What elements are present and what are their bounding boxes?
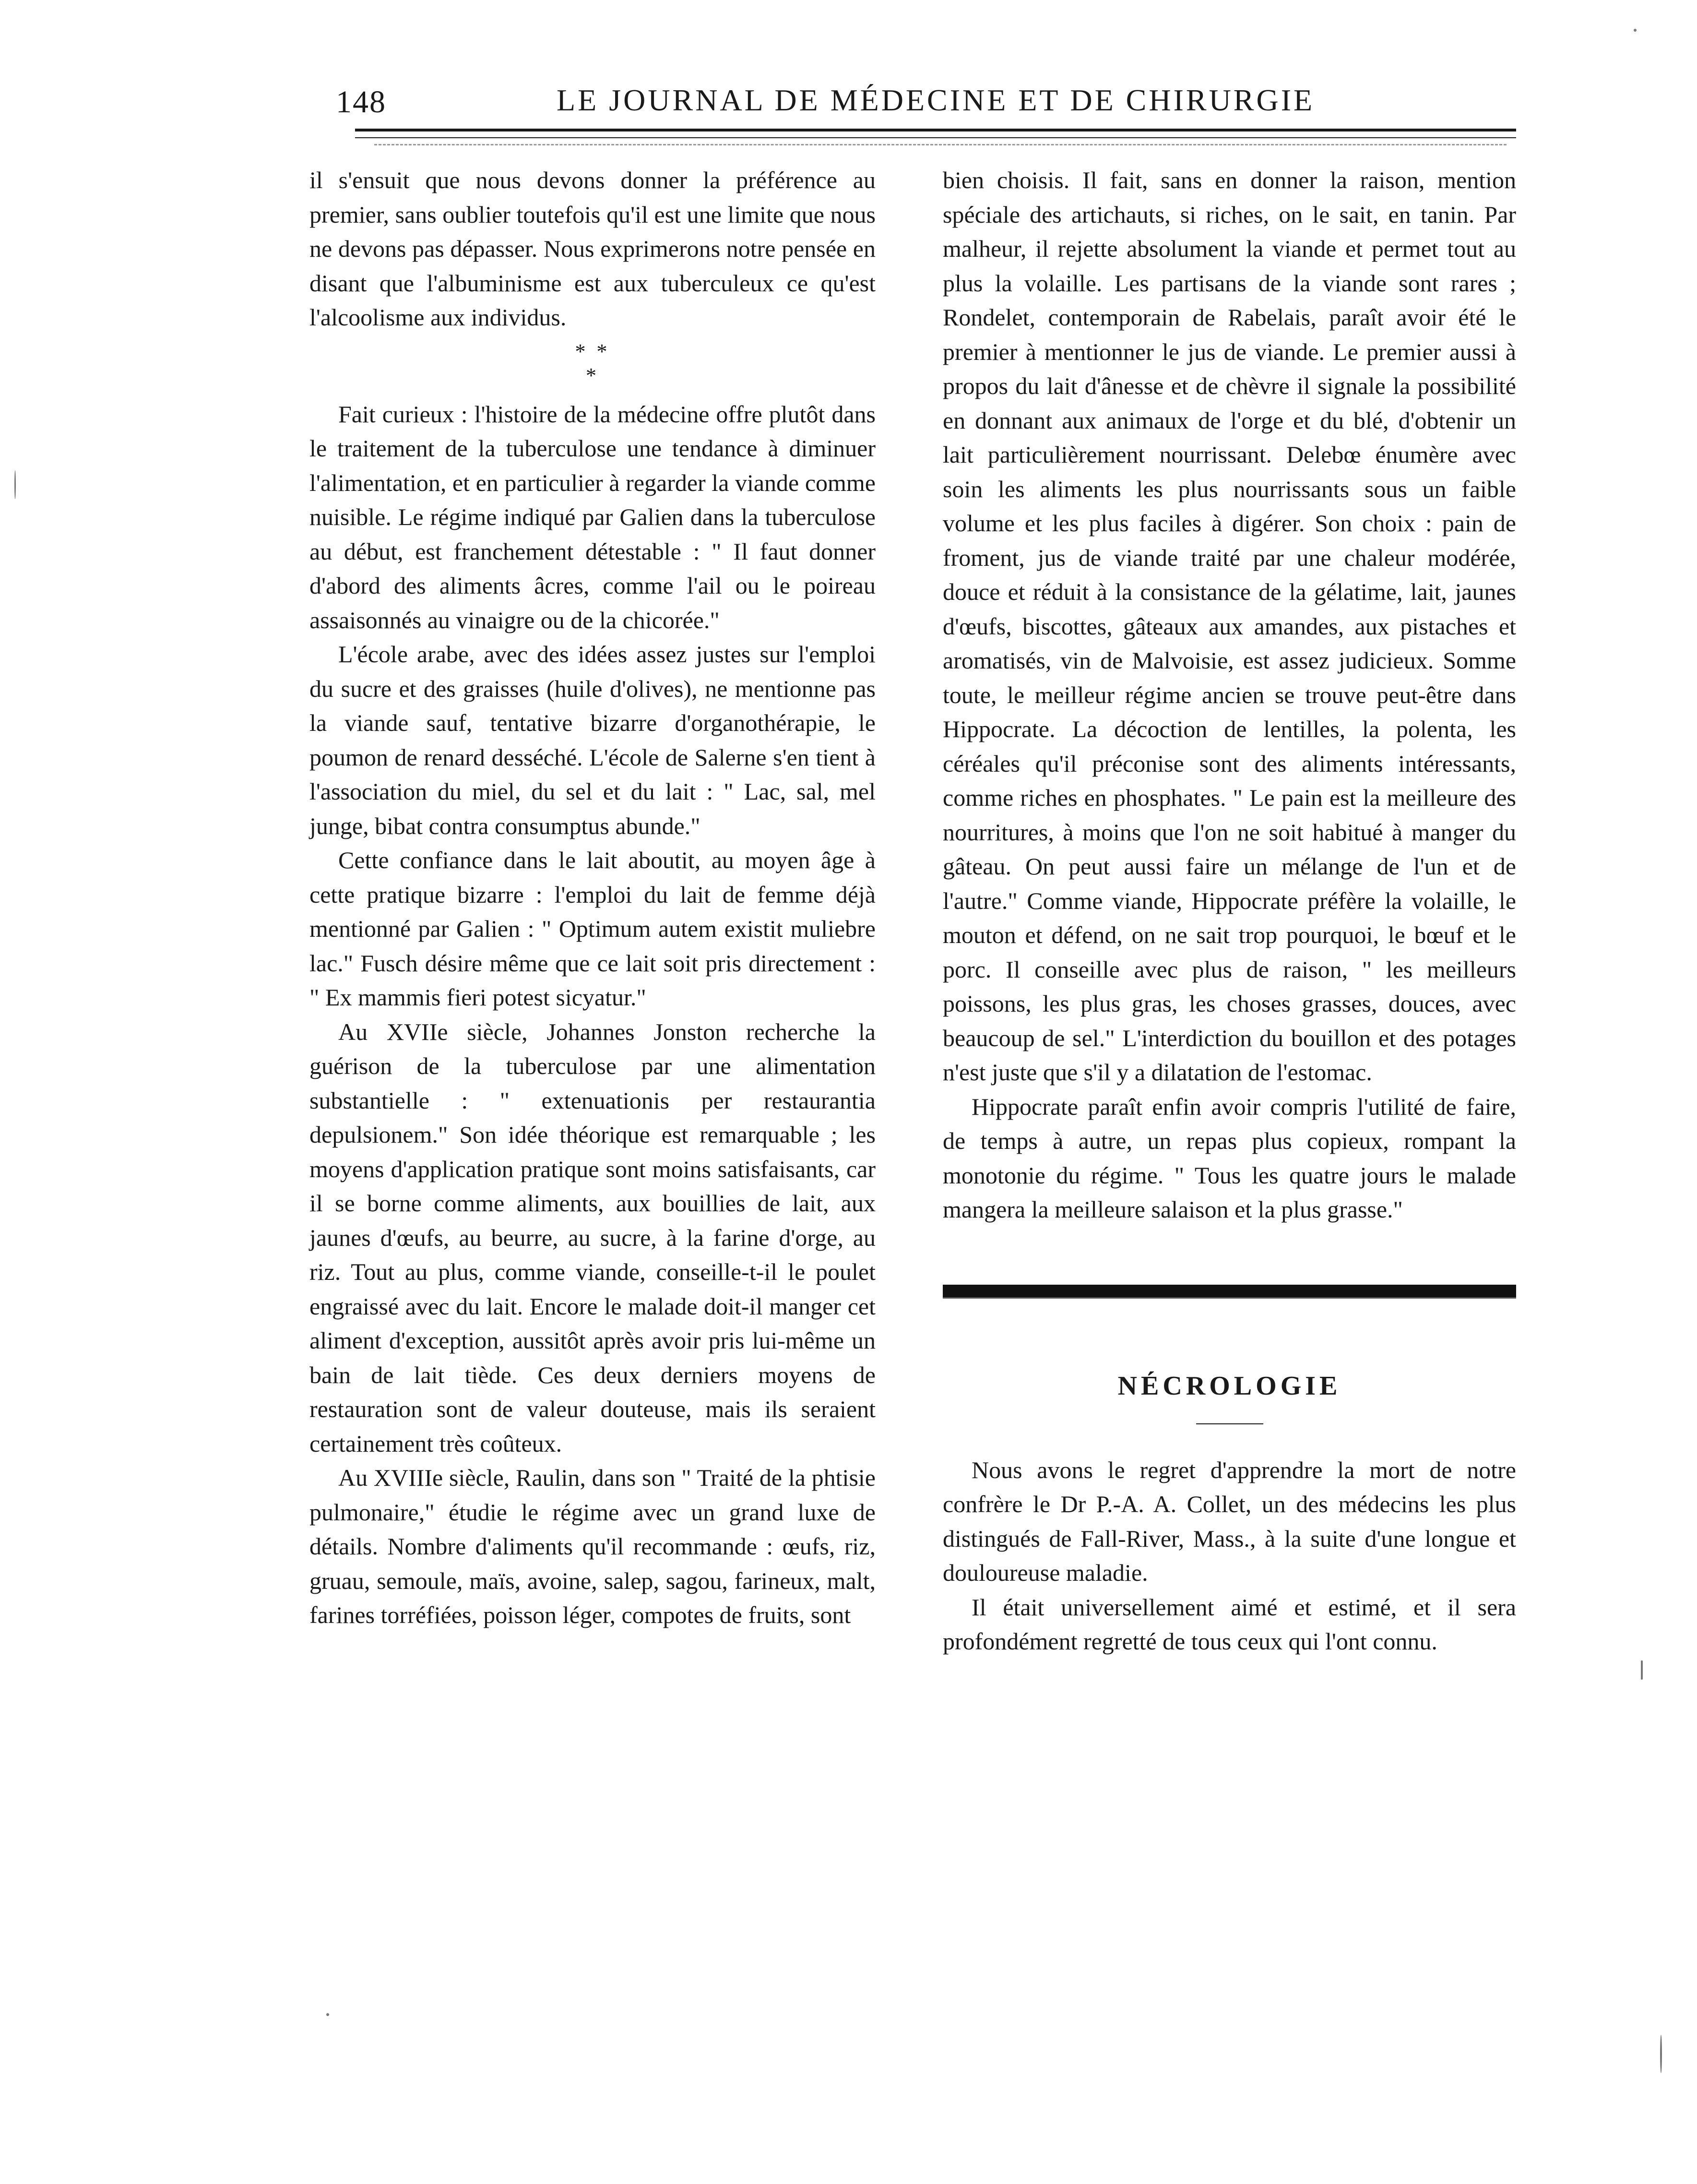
left-paragraph-4: Cette confiance dans le lait aboutit, au moyen âge à cette pratique bizarre : l'emploi du lait de femme déjà mentionné par Galien : " Optimum autem existit muliebre lac." Fusch désire même que ce lait soit pris directement : " Ex mammis fieri potest sicyatur." — [309, 847, 876, 1011]
section-title-rule — [1196, 1423, 1263, 1424]
header-rule-thin — [355, 137, 1516, 138]
asterism-top: * * — [575, 339, 610, 363]
asterism — [309, 335, 876, 397]
section-divider-bar — [943, 1285, 1516, 1297]
left-paragraph-5: Au XVIIe siècle, Johannes Jonston recherche la guérison de la tuberculose par une alimentation substantielle : " extenuationis per restaurantia depulsionem." Son idée théorique est remarquable ; les moyens d'application pratique sont moins satisfaisants, car il se borne comme aliments, aux bouillies de lait, aux jaunes d'œufs, au beurre, au sucre, à la farine d'orge, au riz. Tout au plus, comme viande, conseille-t-il le poulet engraissé avec du lait. Encore le malade doit-il manger cet aliment d'exception, aussitôt après avoir pris lui-même un bain de lait tiède. Ces deux derniers moyens de restauration sont de valeur douteuse, mais ils seraient certainement très coûteux. — [309, 1018, 876, 1457]
left-paragraph-1: il s'ensuit que nous devons donner la préférence au premier, sans oublier toutefois qu'il est une limite que nous ne devons pas dépasser. Nous exprimerons notre pensée en disant que l'albuminisme est aux tuberculeux ce qu'est l'alcoolisme aux individus. — [309, 167, 876, 331]
header-rule-faint — [374, 144, 1507, 145]
left-column — [309, 163, 876, 1633]
right-paragraph-1: bien choisis. Il fait, sans en donner la raison, mention spéciale des artichauts, si riches, on le sait, en tanin. Par malheur, il rejette absolument la viande et permet tout au plus la volaille. Les partisans de la viande sont rares ; Rondelet, contemporain de Rabelais, paraît avoir été le premier à mentionner le jus de viande. Le premier aussi à propos du lait d'ânesse et de chèvre il signale la possibilité en donnant aux animaux de l'orge et du blé, d'obtenir un lait particulièrement nourrissant. Delebœ énumère avec soin les aliments les plus nourrissants sous un faible volume et les plus faciles à digérer. Son choix : pain de froment, jus de viande traité par une chaleur modérée, douce et réduit à la consistance de la gélatime, lait, jaunes d'œufs, biscottes, gâteaux aux amandes, aux pistaches et aromatisés, vin de Malvoisie, est assez judicieux. Somme toute, le meilleur régime ancien se trouve peut-être dans Hippocrate. La décoction de lentilles, la polenta, les céréales qu'il préconise sont des aliments intéressants, comme riches en phosphates. " Le pain est la meilleure des nourritures, à moins que l'on ne soit habitué à manger du gâteau. On peut aussi faire un mélange de l'un et de l'autre." Comme viande, Hippocrate préfère la volaille, le mouton et défend, on ne sait trop pourquoi, le bœuf et le porc. Il conseille avec plus de raison, " les meilleurs poissons, les plus gras, les choses grasses, douces, avec beaucoup de sel." L'interdiction du bouillon et des potages n'est juste que s'il y a dilatation de l'estomac. — [943, 167, 1516, 1086]
section-title: NÉCROLOGIE — [1117, 1371, 1341, 1401]
obituary-paragraph-2: Il était universellement aimé et estimé, et il sera profondément regretté de tous ceux qui l'ont connu. — [943, 1593, 1516, 1655]
right-column — [943, 163, 1516, 1659]
left-paragraph-3: L'école arabe, avec des idées assez justes sur l'emploi du sucre et des graisses (huile d'olives), ne mentionne pas la viande sauf, tentative bizarre d'organothérapie, le poumon de renard desséché. L'école de Salerne s'en tient à l'association du miel, du sel et du lait : " Lac, sal, mel junge, bibat contra consumptus abunde." — [309, 641, 876, 839]
scan-speck — [1634, 29, 1637, 32]
running-title: LE JOURNAL DE MÉDECINE ET DE CHIRURGIE — [557, 83, 1315, 117]
scan-speck — [1641, 1660, 1643, 1680]
page-number: 148 — [336, 84, 386, 119]
obituary-paragraph-1: Nous avons le regret d'apprendre la mort de notre confrère le Dr P.-A. A. Collet, un des médecins les plus distingués de Fall-River, Mass., à la suite d'une longue et douloureuse maladie. — [943, 1456, 1516, 1586]
right-paragraph-2: Hippocrate paraît enfin avoir compris l'utilité de faire, de temps à autre, un repas plus copieux, rompant la monotonie du régime. " Tous les quatre jours le malade mangera la meilleure salaison et la plus grasse." — [943, 1093, 1516, 1223]
left-paragraph-2: Fait curieux : l'histoire de la médecine offre plutôt dans le traitement de la tuberculose une tendance à diminuer l'alimentation, et en particulier à regarder la viande comme nuisible. Le régime indiqué par Galien dans la tuberculose au début, est franchement détestable : " Il faut donner d'abord des aliments âcres, comme l'ail ou le poireau assaisonnés au vinaigre ou de la chicorée." — [309, 400, 876, 633]
left-paragraph-6: Au XVIIIe siècle, Raulin, dans son " Traité de la phtisie pulmonaire," étudie le régime avec un grand luxe de détails. Nombre d'aliments qu'il recommande : œufs, riz, gruau, semoule, maïs, avoine, salep, sagou, farineux, malt, farines torréfiées, poisson léger, compotes de fruits, sont — [309, 1464, 876, 1628]
scan-speck — [326, 2013, 329, 2016]
header-rule-thick — [355, 129, 1516, 131]
scan-speck — [1660, 2035, 1662, 2073]
asterism-bottom: * — [586, 363, 599, 387]
scan-speck — [14, 470, 16, 499]
